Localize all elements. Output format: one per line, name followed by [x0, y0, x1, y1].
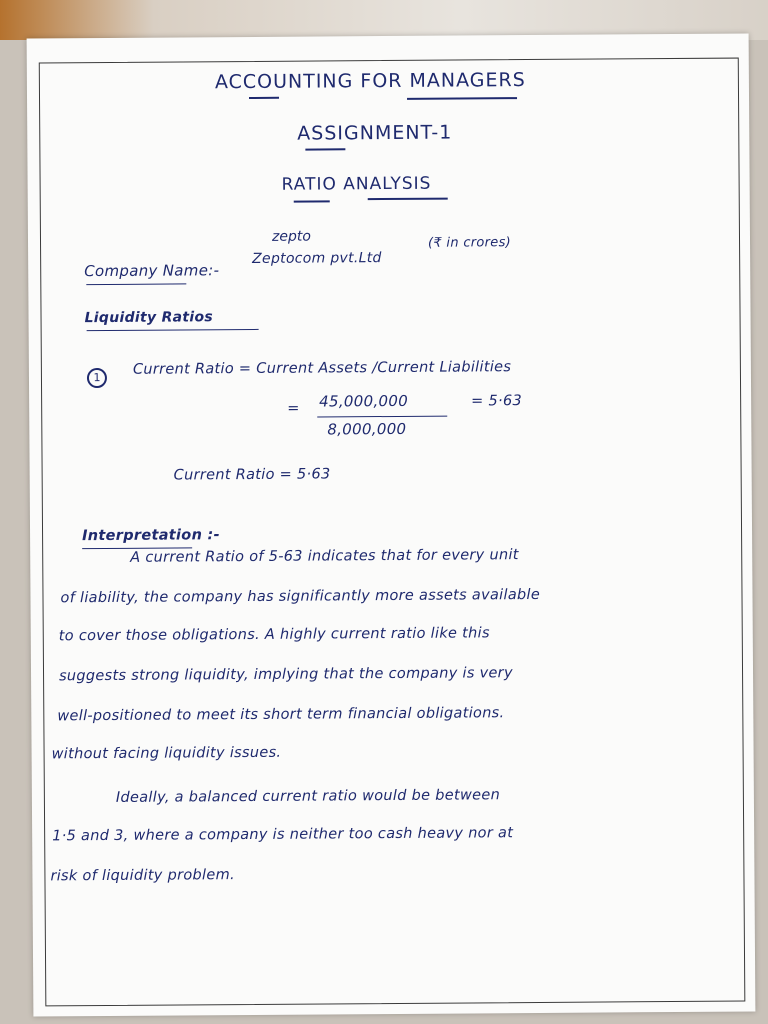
paragraph2-line: Ideally, a balanced current ratio would be between	[115, 787, 501, 806]
currency-note: (₹ in crores)	[427, 235, 512, 251]
equals-sign: =	[287, 400, 300, 417]
interpretation-line: suggests strong liquidity, implying that the company is very	[58, 665, 513, 685]
interpretation-line: of liability, the company has significantly more assets available	[60, 586, 541, 607]
section-heading: Liquidity Ratios	[84, 309, 214, 327]
course-title: ACCOUNTING FOR MANAGERS	[214, 69, 526, 94]
item-number: 1	[87, 368, 107, 388]
company-label: Company Name:-	[84, 261, 220, 281]
underline	[249, 97, 279, 99]
numerator: 45,000,000	[319, 391, 409, 411]
interpretation-line: without facing liquidity issues.	[51, 744, 282, 763]
paragraph2-line: risk of liquidity problem.	[50, 867, 235, 885]
underline	[305, 148, 345, 150]
interpretation-line: well-positioned to meet its short term financial obligations.	[57, 705, 505, 725]
ratio-formula: Current Ratio = Current Assets /Current Liabilities	[132, 359, 512, 378]
topic-title: RATIO ANALYSIS	[281, 173, 432, 195]
company-name-insert: zepto	[271, 228, 311, 245]
interpretation-line: A current Ratio of 5-63 indicates that for every unit	[130, 547, 519, 566]
denominator: 8,000,000	[327, 419, 407, 439]
company-name: Zeptocom pvt.Ltd	[252, 250, 382, 267]
current-ratio-result: Current Ratio = 5·63	[173, 466, 331, 484]
paragraph2-line: 1·5 and 3, where a company is neither too cash heavy nor at	[52, 825, 514, 845]
handwritten-page	[27, 33, 756, 1016]
result-expression: = 5·63	[471, 393, 523, 410]
assignment-title: ASSIGNMENT-1	[297, 121, 453, 145]
underline	[294, 200, 330, 202]
interpretation-line: to cover those obligations. A highly current ratio like this	[58, 625, 490, 645]
interpretation-heading: Interpretation :-	[82, 527, 220, 545]
